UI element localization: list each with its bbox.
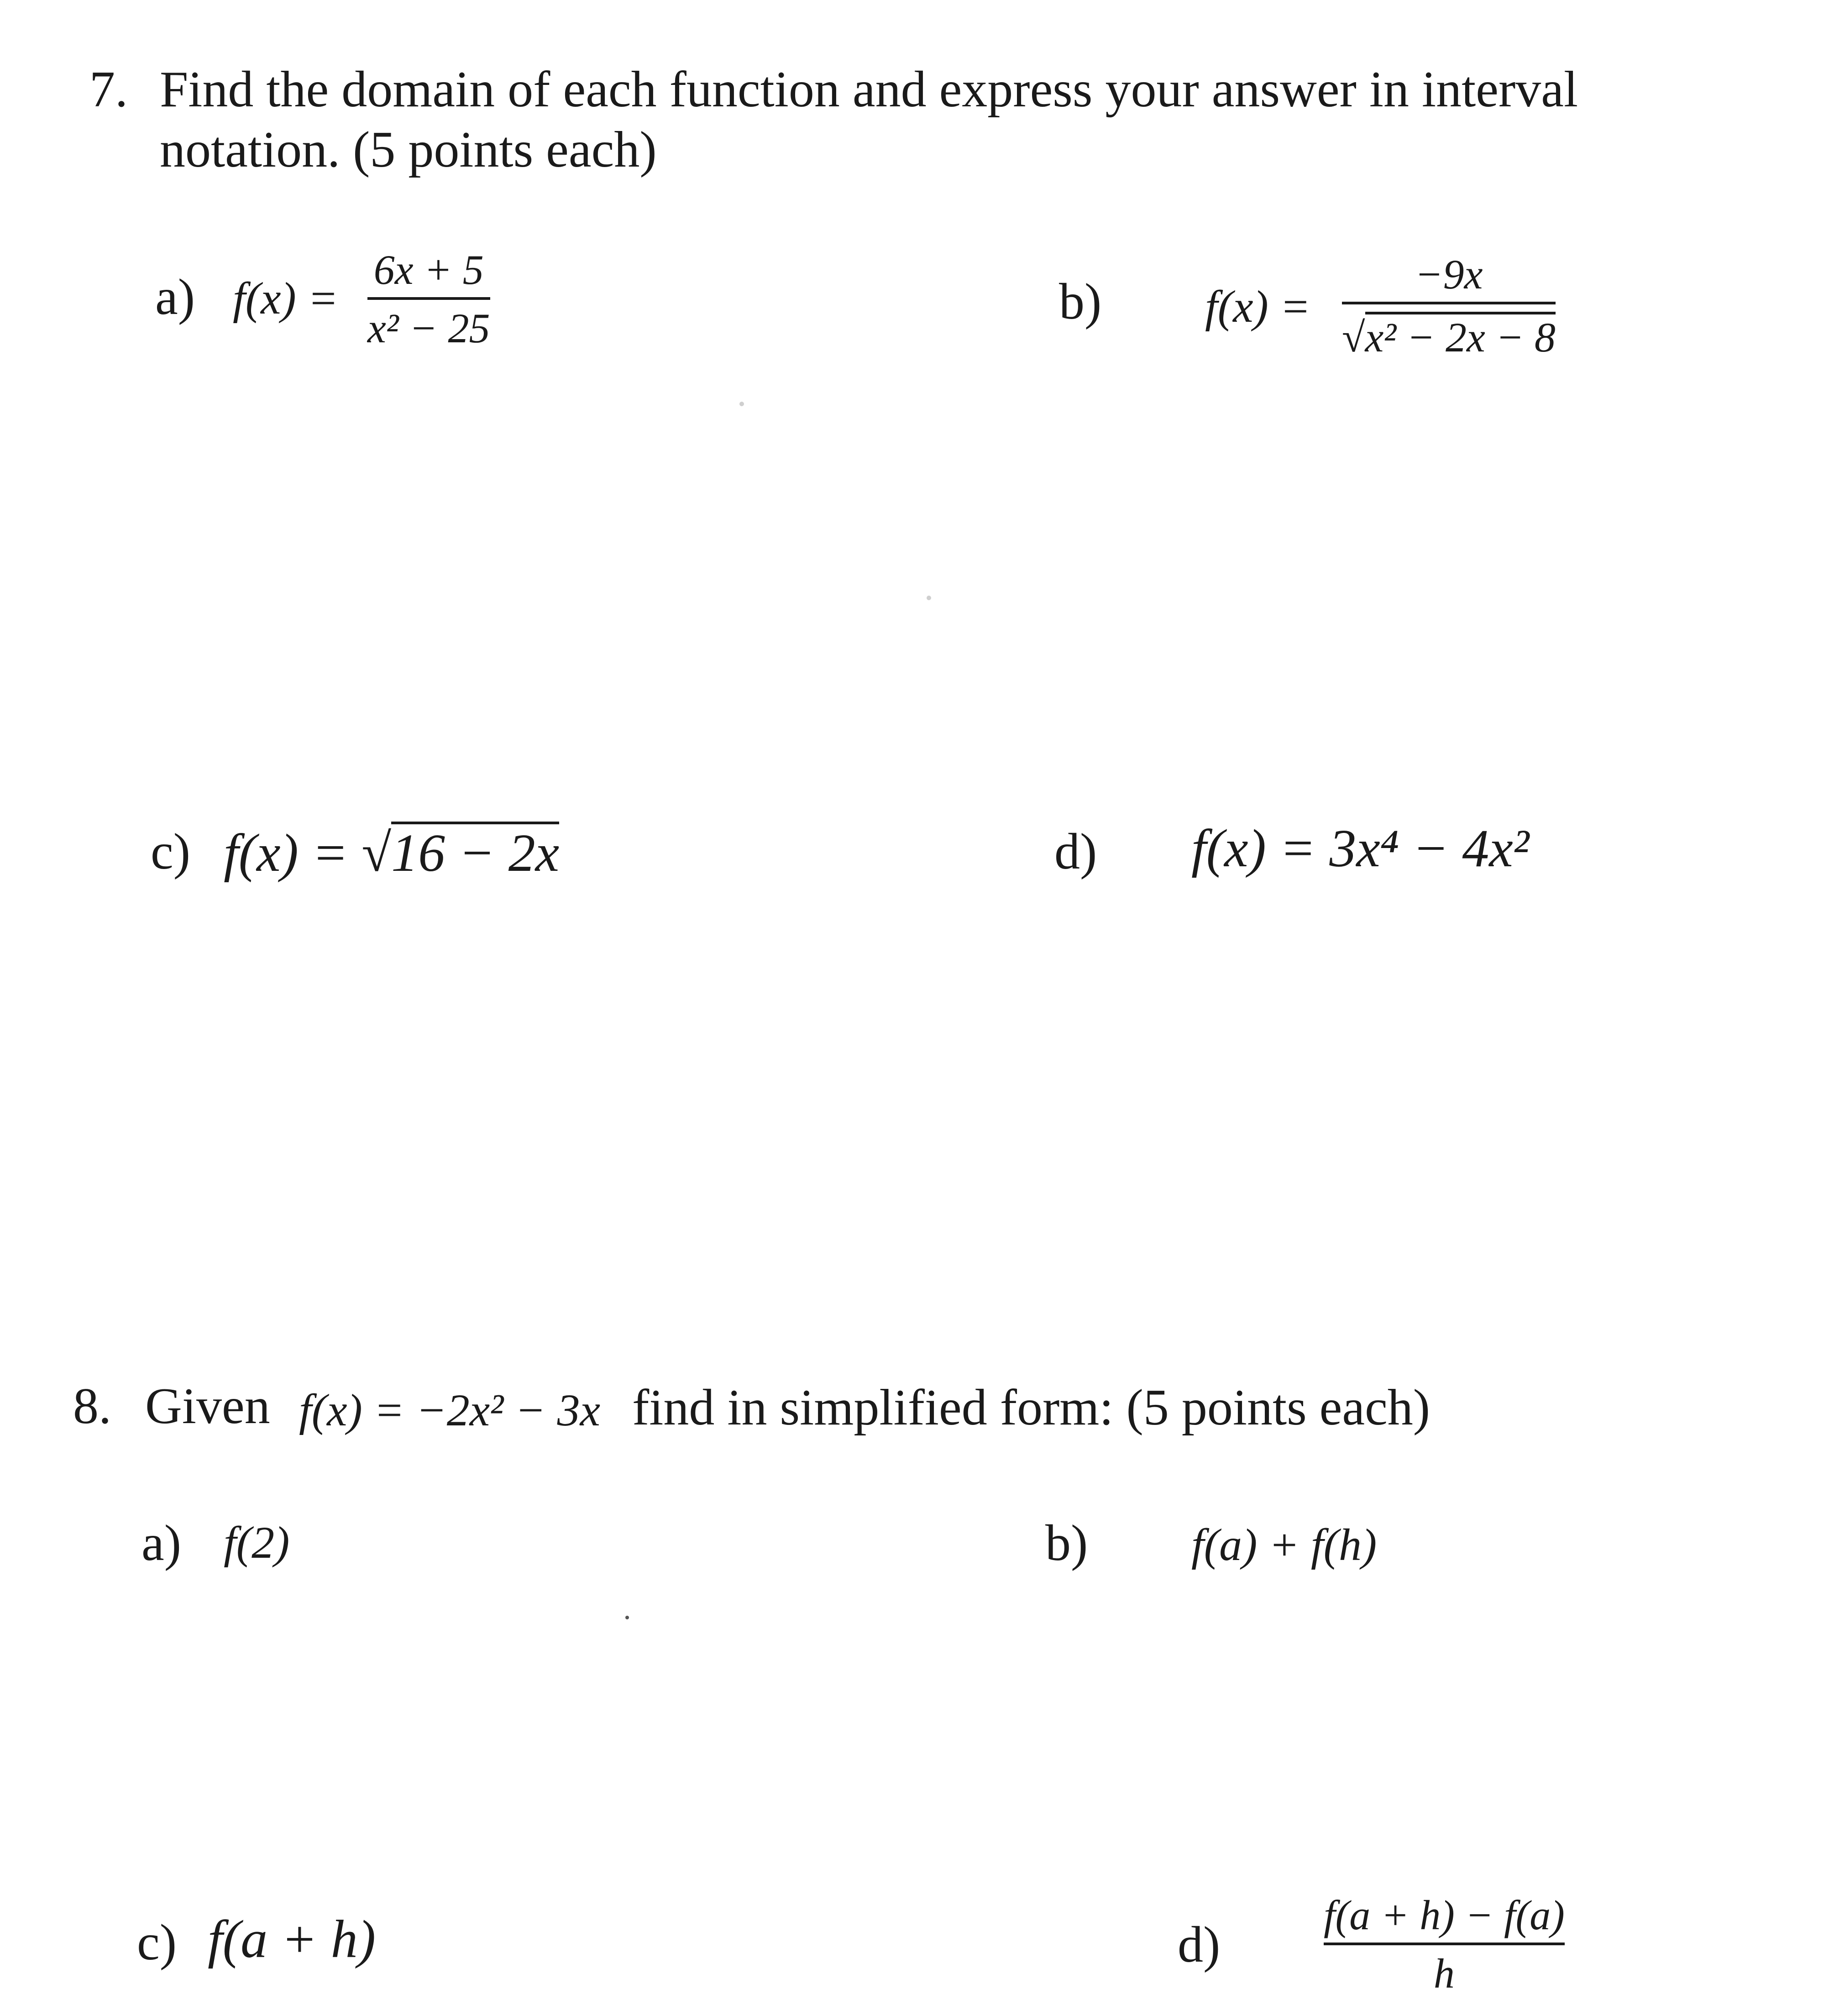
q7a-fraction-bar [367, 297, 490, 300]
q7d-expression: f(x) = 3x⁴ − 4x² [1191, 818, 1530, 878]
q8d-fraction-bar [1324, 1943, 1565, 1945]
q7b-label: b) [1059, 273, 1102, 330]
q7c-lhs: f(x) = [224, 823, 362, 883]
q8a-expression: f(2) [224, 1517, 290, 1568]
q7b-radical [1342, 312, 1556, 361]
q7a-lhs: f(x) = [233, 273, 339, 324]
scan-speck [625, 1616, 629, 1619]
q7-text-line2: notation. (5 points each) [160, 121, 657, 178]
q7a-denominator: x² − 25 [367, 305, 490, 351]
q8d-fraction [1324, 1894, 1565, 1995]
q8d-numerator: f(a + h) − f(a) [1324, 1892, 1565, 1938]
q7b-fraction-bar [1342, 302, 1556, 304]
q8b-expression: f(a) + f(h) [1191, 1519, 1377, 1570]
q8a-label: a) [141, 1515, 182, 1571]
q7d-label: d) [1054, 823, 1097, 880]
q7c-label: c) [151, 823, 191, 880]
q7b-sqrt-symbol: √ [1342, 314, 1365, 361]
scan-speck [739, 402, 744, 406]
q7b-numerator: −9x [1415, 251, 1483, 298]
scan-speck [927, 596, 931, 600]
q7b-denominator-radical [1342, 312, 1556, 361]
q8c-expression: f(a + h) [208, 1909, 376, 1969]
q8d-label: d) [1178, 1917, 1221, 1973]
q8-instructions: find in simplified form: (5 points each) [632, 1379, 1431, 1436]
q8-given: Given [145, 1378, 270, 1435]
q7a-numerator: 6x + 5 [373, 246, 484, 293]
q8b-label-text: b) [1045, 1515, 1088, 1571]
q8d-denominator: h [1433, 1950, 1455, 1997]
q7-text-line1: Find the domain of each function and express your answer in interval [160, 61, 1578, 118]
q8c-label: c) [137, 1914, 177, 1971]
q7-number: 7. [89, 61, 128, 118]
q7c-sqrt-symbol: √ [362, 823, 392, 883]
q7a-label: a) [155, 269, 195, 325]
q8-number: 8. [73, 1378, 111, 1435]
q7a-fraction [367, 246, 490, 351]
q7b-fraction [1342, 251, 1556, 361]
q7b-lhs: f(x) = [1205, 281, 1311, 332]
q7c-radical [362, 822, 560, 883]
q7c-radicand: 16 − 2x [391, 822, 559, 880]
q7c-expression [224, 822, 560, 883]
q8-function: f(x) = −2x² − 3x [299, 1385, 600, 1435]
q7b-radicand: x² − 2x − 8 [1365, 312, 1556, 358]
